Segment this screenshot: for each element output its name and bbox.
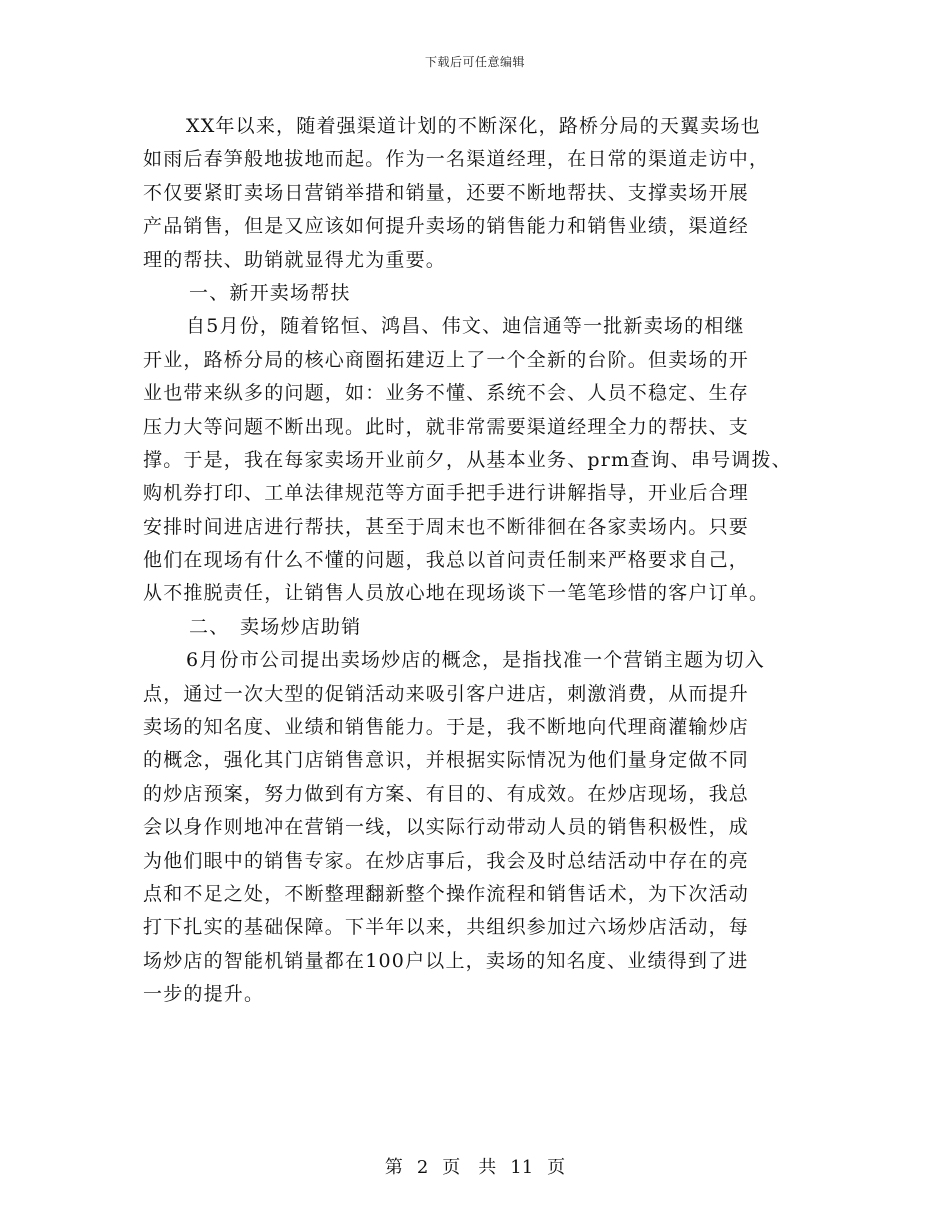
- paragraph: [143, 110, 823, 277]
- text-line: 一步的提升。: [143, 983, 265, 1006]
- text-line: 为他们眼中的销售专家。在炒店事后，我会及时总结活动中存在的亮: [143, 849, 750, 872]
- text-line: 会以身作则地冲在营销一线，以实际行动带动人员的销售积极性，成: [143, 816, 750, 839]
- text-line: XX年以来，随着强渠道计划的不断深化，路桥分局的天翼卖场也: [186, 115, 761, 137]
- total-pages-number: 11: [510, 1157, 534, 1178]
- text-line: 他们在现场有什么不懂的问题，我总以首问责任制来严格要求自己，: [143, 549, 750, 572]
- text-line: 理的帮扶、助销就显得尤为重要。: [143, 248, 447, 271]
- text-line: 的概念，强化其门店销售意识，并根据实际情况为他们量身定做不同: [143, 749, 750, 772]
- paragraph: [143, 310, 823, 611]
- section-heading: [143, 277, 823, 310]
- page-footer: [0, 1153, 950, 1179]
- text-line: 点，通过一次大型的促销活动来吸引客户进店，刺激消费，从而提升: [143, 682, 750, 705]
- text-line: 自5月份，随着铭恒、鸿昌、伟文、迪信通等一批新卖场的相继: [186, 315, 745, 338]
- footer-suffix: 页: [547, 1157, 566, 1178]
- text-line: 卖场的知名度、业绩和销售能力。于是，我不断地向代理商灌输炒店: [143, 716, 750, 739]
- text-line: 从不推脱责任，让销售人员放心地在现场谈下一笔笔珍惜的客户订单。: [143, 582, 770, 605]
- text-line: 6月份市公司提出卖场炒店的概念，是指找准一个营销主题为切入: [186, 649, 765, 672]
- section-heading-text: 一、新开卖场帮扶: [189, 281, 351, 304]
- text-line: 产品销售，但是又应该如何提升卖场的销售能力和销售业绩，渠道经: [143, 215, 750, 238]
- current-page-number: 2: [416, 1157, 429, 1178]
- text-line: 打下扎实的基础保障。下半年以来，共组织参加过六场炒店活动，每: [143, 916, 750, 939]
- page-header: 下载后可任意编辑: [424, 55, 525, 69]
- footer-prefix: 第: [384, 1157, 403, 1178]
- text-line: 的炒店预案，努力做到有方案、有目的、有成效。在炒店现场，我总: [143, 782, 750, 805]
- text-line: 不仅要紧盯卖场日营销举措和销量，还要不断地帮扶、支撑卖场开展: [143, 181, 750, 204]
- paragraph: [143, 644, 823, 1011]
- text-line: 安排时间进店进行帮扶，甚至于周末也不断徘徊在各家卖场内。只要: [143, 515, 750, 538]
- text-line: 业也带来纵多的问题，如：业务不懂、系统不会、人员不稳定、生存: [143, 382, 750, 405]
- document-body: [143, 110, 823, 1012]
- text-line: 撑。于是，我在每家卖场开业前夕，从基本业务、prm查询、串号调拨、: [143, 448, 792, 471]
- footer-middle: 页 共: [442, 1157, 497, 1178]
- text-line: 点和不足之处，不断整理翻新整个操作流程和销售话术，为下次活动: [143, 882, 750, 905]
- text-line: 场炒店的智能机销量都在100户以上，卖场的知名度、业绩得到了进: [143, 949, 749, 972]
- text-line: 开业，路桥分局的核心商圈拓建迈上了一个全新的台阶。但卖场的开: [143, 348, 750, 371]
- text-line: 购机券打印、工单法律规范等方面手把手进行讲解指导，开业后合理: [143, 482, 750, 505]
- section-heading: [143, 611, 823, 644]
- section-heading-text: 二、 卖场炒店助销: [189, 615, 362, 638]
- text-line: 如雨后春笋般地拔地而起。作为一名渠道经理，在日常的渠道走访中，: [143, 148, 770, 171]
- text-line: 压力大等问题不断出现。此时，就非常需要渠道经理全力的帮扶、支: [143, 415, 750, 438]
